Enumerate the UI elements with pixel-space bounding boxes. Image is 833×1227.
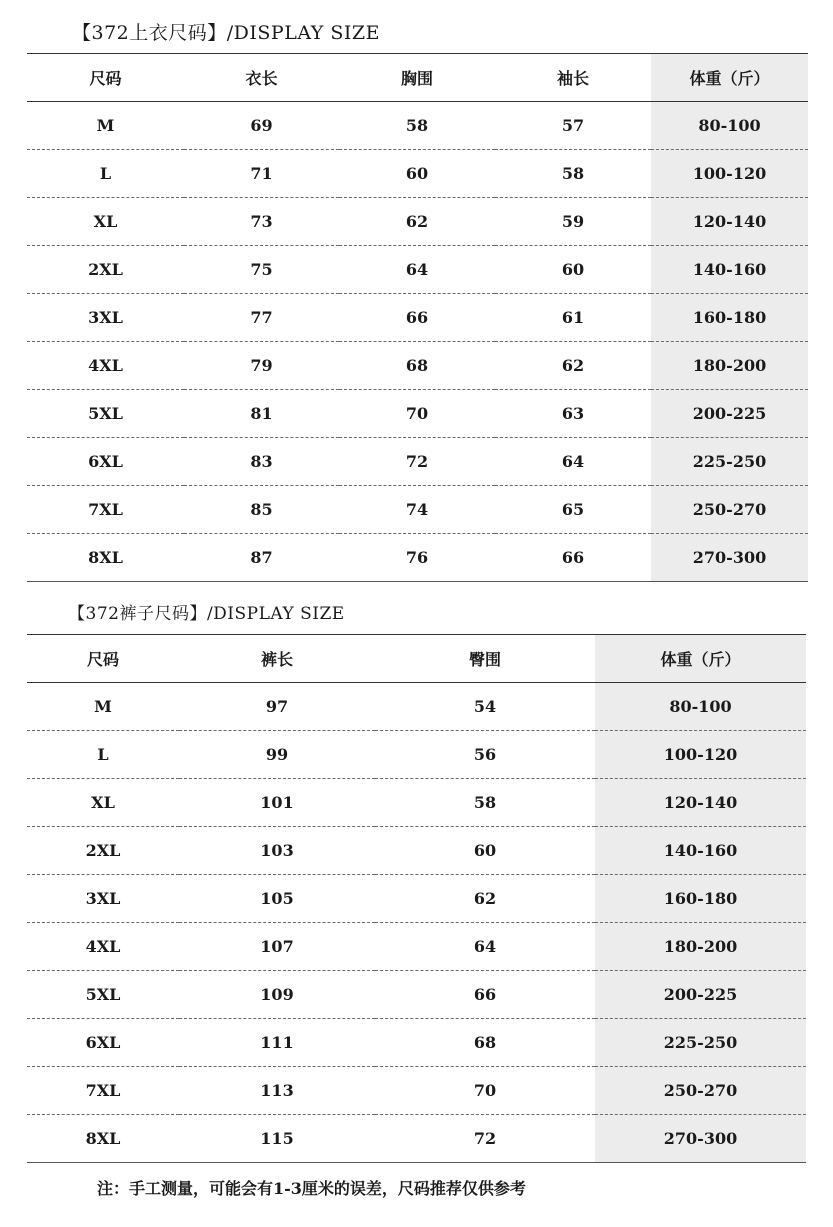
cell-measurement: 68 [339,342,495,390]
cell-measurement: 68 [375,1019,595,1067]
cell-weight: 100-120 [595,731,806,779]
cell-weight: 140-160 [595,827,806,875]
cell-weight: 200-225 [595,971,806,1019]
table-header-row [27,635,806,683]
cell-measurement: 72 [375,1115,595,1163]
cell-size: M [27,683,179,731]
header-size: 尺码 [27,54,184,102]
cell-weight: 200-225 [651,390,808,438]
cell-measurement: 74 [339,486,495,534]
cell-measurement: 70 [339,390,495,438]
cell-measurement: 111 [179,1019,375,1067]
table-row [27,683,806,731]
cell-weight: 80-100 [651,102,808,150]
cell-measurement: 113 [179,1067,375,1115]
cell-measurement: 59 [495,198,651,246]
cell-size: 4XL [27,342,184,390]
table-row [27,198,808,246]
cell-size: 5XL [27,971,179,1019]
pants-size-table [27,634,806,1163]
cell-measurement: 99 [179,731,375,779]
header-sleeve: 袖长 [495,54,651,102]
measurement-note: 注：手工测量，可能会有1-3厘米的误差，尺码推荐仅供参考 [97,1179,526,1198]
cell-size: XL [27,779,179,827]
table-row [27,1019,806,1067]
cell-measurement: 56 [375,731,595,779]
cell-measurement: 58 [495,150,651,198]
cell-measurement: 107 [179,923,375,971]
header-pants-length: 裤长 [179,635,375,683]
cell-measurement: 73 [184,198,339,246]
cell-measurement: 58 [375,779,595,827]
cell-measurement: 64 [495,438,651,486]
top-size-chart-title: 【372上衣尺码】/DISPLAY SIZE [72,22,380,44]
cell-measurement: 101 [179,779,375,827]
table-row [27,246,808,294]
table-row [27,875,806,923]
cell-weight: 120-140 [651,198,808,246]
cell-measurement: 60 [339,150,495,198]
cell-weight: 270-300 [595,1115,806,1163]
table-row [27,534,808,582]
table-header-row [27,54,808,102]
cell-size: 8XL [27,1115,179,1163]
cell-measurement: 75 [184,246,339,294]
cell-measurement: 72 [339,438,495,486]
cell-weight: 80-100 [595,683,806,731]
cell-measurement: 61 [495,294,651,342]
cell-measurement: 79 [184,342,339,390]
table-row [27,294,808,342]
header-weight: 体重（斤） [651,54,808,102]
cell-measurement: 83 [184,438,339,486]
table-row [27,486,808,534]
table-row [27,923,806,971]
cell-weight: 180-200 [595,923,806,971]
cell-measurement: 70 [375,1067,595,1115]
cell-measurement: 77 [184,294,339,342]
cell-weight: 270-300 [651,534,808,582]
cell-measurement: 87 [184,534,339,582]
cell-size: 8XL [27,534,184,582]
cell-size: XL [27,198,184,246]
cell-weight: 250-270 [651,486,808,534]
header-size: 尺码 [27,635,179,683]
cell-measurement: 71 [184,150,339,198]
cell-measurement: 69 [184,102,339,150]
table-row [27,827,806,875]
pants-size-chart-title: 【372裤子尺码】/DISPLAY SIZE [68,604,345,624]
cell-measurement: 64 [339,246,495,294]
cell-size: 6XL [27,1019,179,1067]
cell-weight: 225-250 [595,1019,806,1067]
table-row [27,438,808,486]
header-hip: 臀围 [375,635,595,683]
header-weight: 体重（斤） [595,635,806,683]
cell-measurement: 60 [495,246,651,294]
cell-measurement: 65 [495,486,651,534]
cell-measurement: 66 [495,534,651,582]
cell-size: 3XL [27,294,184,342]
cell-size: 5XL [27,390,184,438]
cell-size: 6XL [27,438,184,486]
cell-measurement: 62 [339,198,495,246]
cell-measurement: 63 [495,390,651,438]
cell-weight: 250-270 [595,1067,806,1115]
cell-weight: 180-200 [651,342,808,390]
cell-size: L [27,731,179,779]
header-length: 衣长 [184,54,339,102]
table-row [27,971,806,1019]
cell-weight: 160-180 [651,294,808,342]
cell-measurement: 58 [339,102,495,150]
cell-weight: 120-140 [595,779,806,827]
cell-size: 2XL [27,827,179,875]
cell-measurement: 103 [179,827,375,875]
cell-measurement: 81 [184,390,339,438]
cell-size: 3XL [27,875,179,923]
cell-measurement: 109 [179,971,375,1019]
top-size-table [27,53,808,582]
cell-measurement: 115 [179,1115,375,1163]
cell-measurement: 66 [339,294,495,342]
table-row [27,731,806,779]
cell-size: M [27,102,184,150]
cell-measurement: 62 [495,342,651,390]
table-row [27,150,808,198]
cell-measurement: 64 [375,923,595,971]
cell-size: 7XL [27,1067,179,1115]
cell-measurement: 105 [179,875,375,923]
cell-size: L [27,150,184,198]
table-row [27,1115,806,1163]
cell-weight: 225-250 [651,438,808,486]
cell-weight: 160-180 [595,875,806,923]
cell-measurement: 66 [375,971,595,1019]
cell-weight: 140-160 [651,246,808,294]
cell-measurement: 76 [339,534,495,582]
table-row [27,779,806,827]
cell-measurement: 97 [179,683,375,731]
cell-weight: 100-120 [651,150,808,198]
table-row [27,342,808,390]
table-row [27,390,808,438]
header-chest: 胸围 [339,54,495,102]
table-row [27,102,808,150]
cell-measurement: 60 [375,827,595,875]
cell-size: 4XL [27,923,179,971]
table-row [27,1067,806,1115]
cell-size: 7XL [27,486,184,534]
cell-measurement: 57 [495,102,651,150]
cell-size: 2XL [27,246,184,294]
cell-measurement: 85 [184,486,339,534]
cell-measurement: 62 [375,875,595,923]
cell-measurement: 54 [375,683,595,731]
